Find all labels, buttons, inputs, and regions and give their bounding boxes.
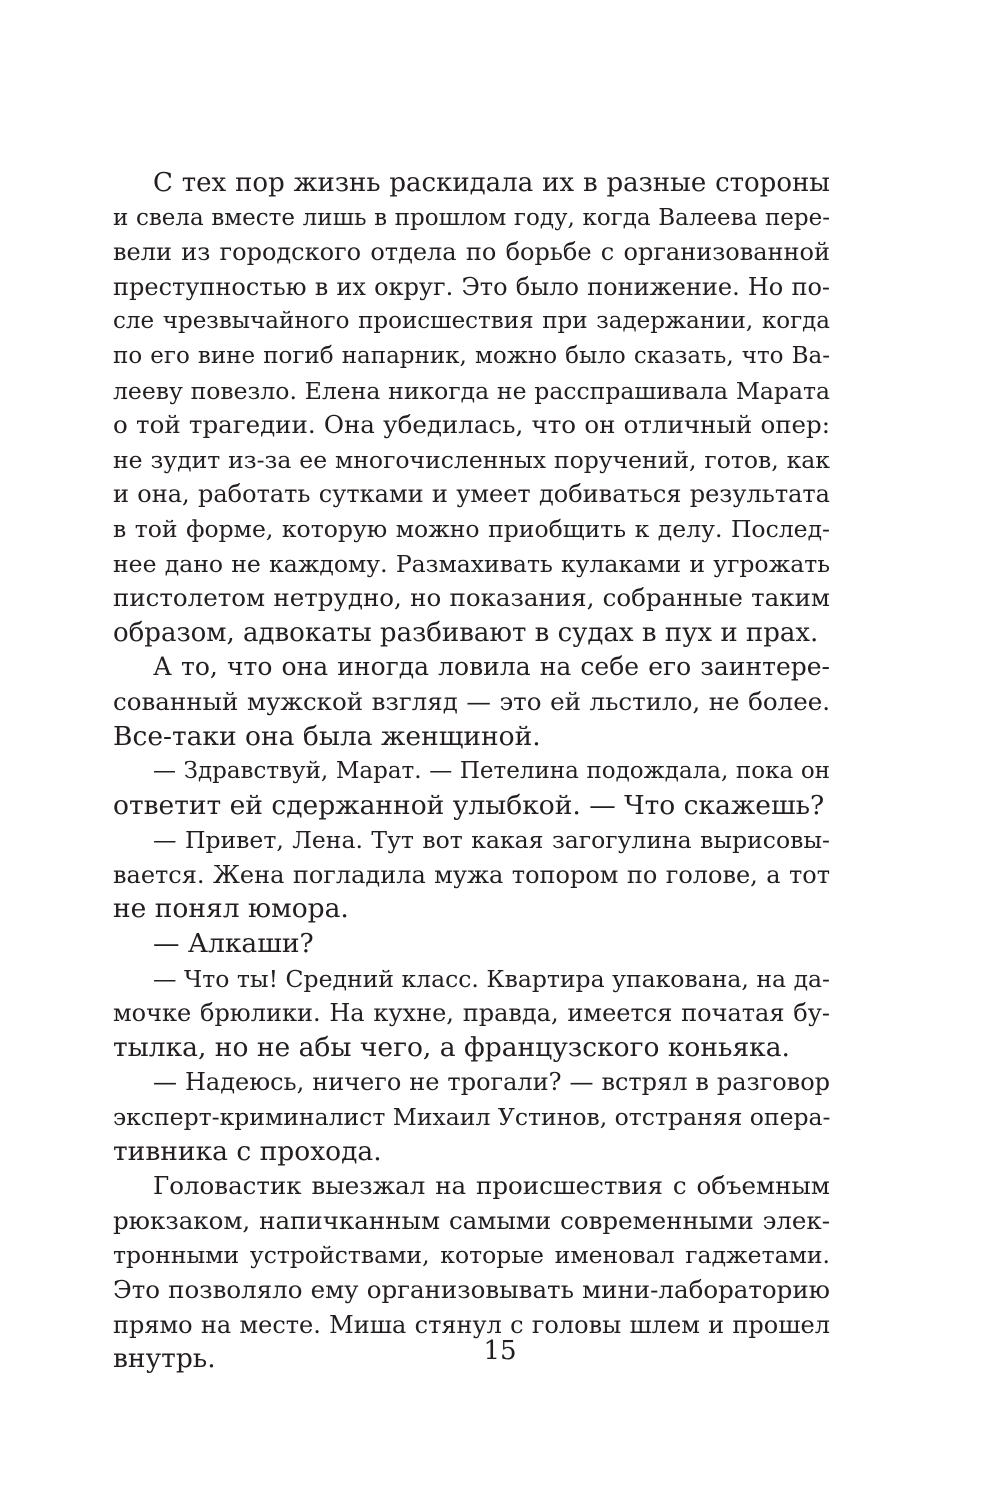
text-line: — Алкаши?: [153, 928, 314, 960]
text-line: прямо на месте. Миша стянул с головы шлем и прошел: [113, 1310, 830, 1339]
text-line: Это позволяло ему организовывать мини-лабораторию: [113, 1275, 830, 1304]
text-line: вели из городского отдела по борьбе с организованной: [113, 238, 830, 267]
text-line: преступностью в их округ. Это было понижение. Но по-: [113, 272, 830, 301]
text-line: ответит ей сдержанной улыбкой. — Что скажешь?: [113, 789, 825, 821]
text-line: Все-таки она была женщиной.: [113, 720, 541, 752]
text-line: тылка, но не абы чего, а французского коньяка.: [113, 1031, 790, 1063]
text-line: не понял юмора.: [113, 893, 349, 925]
text-line: о той трагедии. Она убедилась, что он отличный опер:: [113, 410, 830, 440]
text-line: тронными устройствами, которые именовал гаджетами.: [113, 1241, 830, 1270]
text-line: по его вине погиб напарник, можно было сказать, что Ва-: [113, 342, 830, 369]
text-line: лееву повезло. Елена никогда не расспрашивала Марата: [113, 376, 830, 405]
text-line: тивника с прохода.: [113, 1135, 382, 1167]
text-line: рюкзаком, напичканным самыми современными элек-: [113, 1205, 830, 1235]
text-line: и свела вместе лишь в прошлом году, когда Валеева пере-: [113, 204, 830, 231]
text-line: — Привет, Лена. Тут вот какая загогулина вырисовы-: [153, 826, 830, 855]
text-line: и она, работать сутками и умеет добиваться результата: [113, 480, 830, 509]
text-line: — Здравствуй, Марат. — Петелина подождала, пока он: [153, 758, 830, 785]
text-line: в той форме, которую можно приобщить к делу. Послед-: [113, 514, 830, 543]
body-text: [113, 166, 830, 1377]
text-line: сованный мужской взгляд — это ей льстило, не более.: [113, 686, 830, 716]
text-line: внутрь.: [113, 1343, 216, 1375]
text-line: не зудит из-за ее многочисленных поручений, готов, как: [113, 445, 830, 474]
page-number: 15: [483, 1336, 517, 1366]
text-line: нее дано не каждому. Размахивать кулаками и угрожать: [113, 549, 830, 578]
text-line: эксперт-криминалист Михаил Устинов, отстраняя опера-: [113, 1103, 830, 1132]
text-line: образом, адвокаты разбивают в судах в пух и прах.: [113, 617, 819, 648]
text-line: сле чрезвычайного происшествия при задержании, когда: [113, 308, 830, 335]
text-line: А то, что она иногда ловила на себе его заинтере-: [153, 652, 830, 682]
text-line: — Надеюсь, ничего не трогали? — встрял в разговор: [153, 1068, 830, 1097]
text-line: мочке брюлики. На кухне, правда, имеется початая бу-: [113, 999, 830, 1028]
text-line: С тех пор жизнь раскидала их в разные стороны: [153, 168, 830, 198]
text-line: — Что ты! Средний класс. Квартира упакована, на да-: [153, 964, 830, 993]
text-line: вается. Жена погладила мужа топором по голове, а тот: [113, 860, 830, 889]
text-line: Головастик выезжал на происшествия с объемным: [153, 1171, 830, 1201]
text-line: пистолетом нетрудно, но показания, собранные таким: [113, 583, 830, 613]
